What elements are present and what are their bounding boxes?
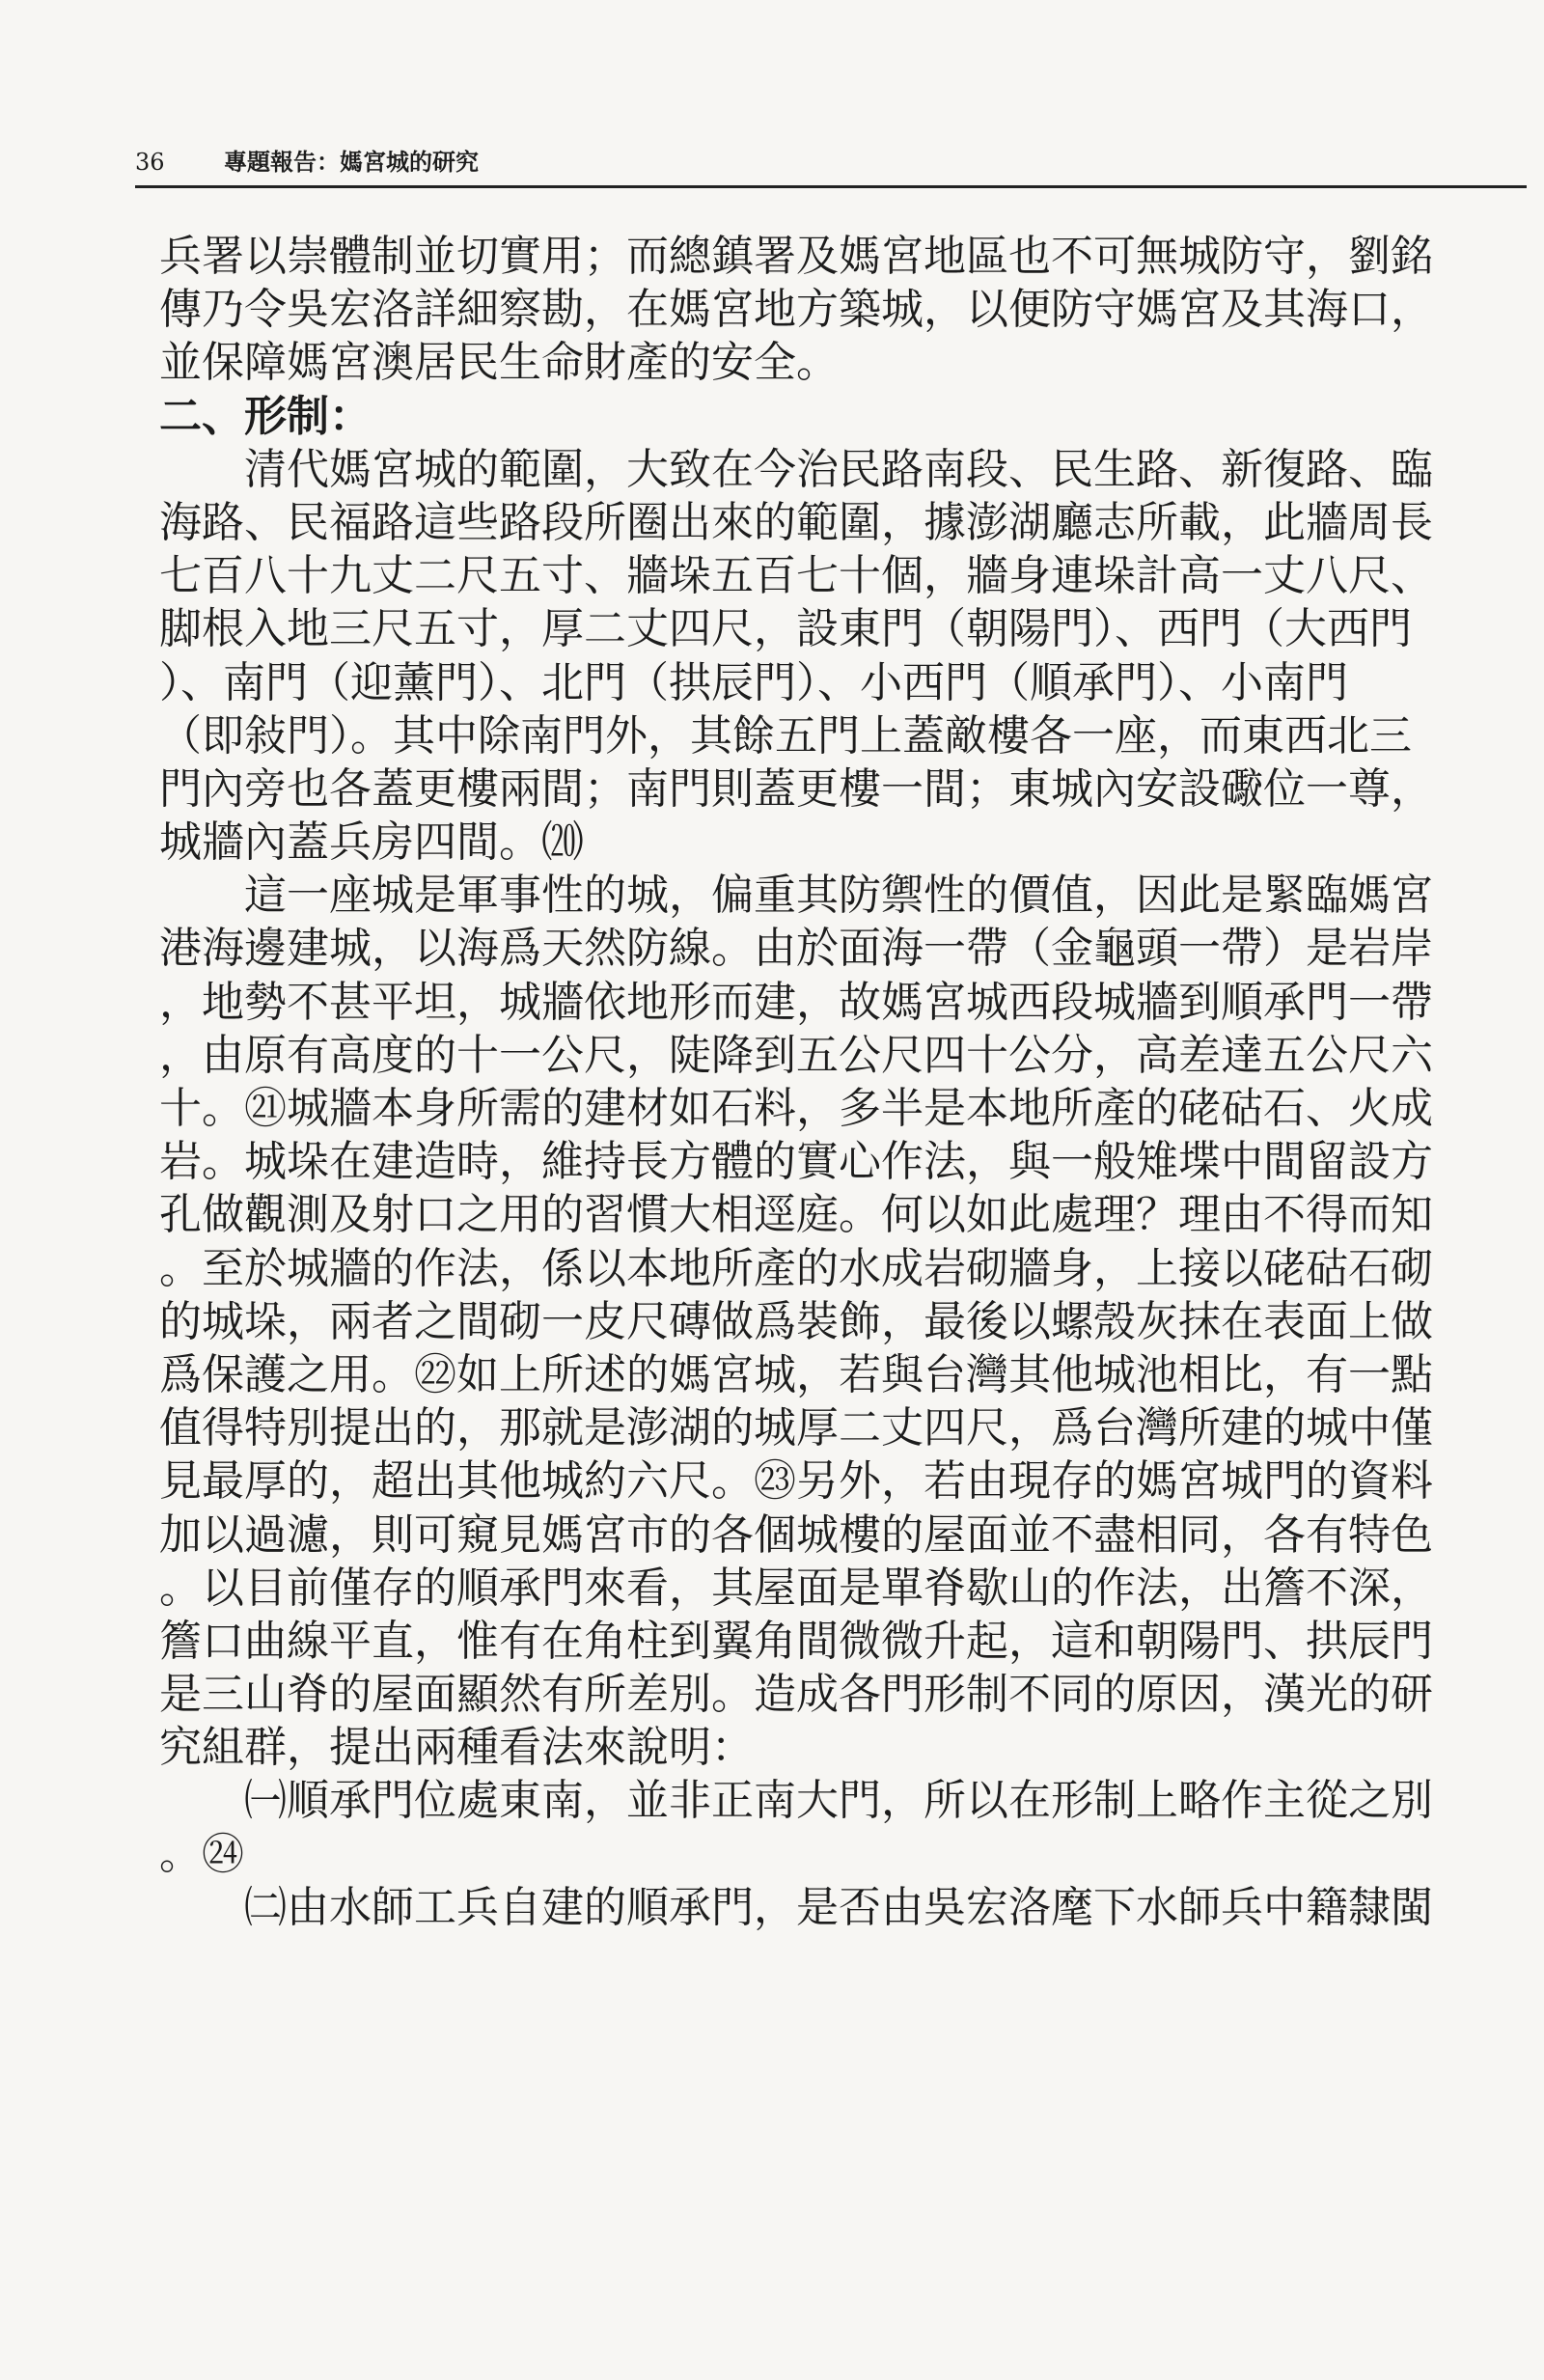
text-line: 簷口曲線平直，惟有在角柱到翼角間微微升起，這和朝陽門、拱辰門	[159, 1616, 1433, 1666]
page-number: 36	[135, 149, 165, 176]
text-line: ㈡由水師工兵自建的順承門，是否由吳宏洛麾下水師兵中籍隸閩	[159, 1882, 1433, 1932]
text-line: 清代媽宮城的範圍，大致在今治民路南段、民生路、新復路、臨	[159, 444, 1433, 494]
body-text	[159, 230, 1520, 1934]
text-line: 。㉔	[159, 1829, 244, 1879]
text-line: 七百八十九丈二尺五寸、牆垛五百七十個，牆身連垛計高一丈八尺、	[159, 551, 1433, 601]
header-rule	[135, 185, 1527, 188]
text-line: 見最厚的，超出其他城約六尺。㉓另外，若由現存的媽宮城門的資料	[159, 1456, 1433, 1507]
text-line: 爲保護之用。㉒如上所述的媽宮城，若與台灣其他城池相比，有一點	[159, 1349, 1433, 1399]
text-line: 港海邊建城，以海爲天然防線。由於面海一帶（金龜頭一帶）是岩岸	[159, 924, 1433, 974]
text-line: 脚根入地三尺五寸，厚二丈四尺，設東門（朝陽門）、西門（大西門	[159, 604, 1412, 654]
text-line: 十。㉑城牆本身所需的建材如石料，多半是本地所產的硓𥑮石、火成	[159, 1084, 1433, 1133]
text-line: 門內旁也各蓋更樓兩間；南門則蓋更樓一間；東城內安設礮位一尊，	[159, 763, 1433, 814]
text-line: 值得特別提出的，那就是澎湖的城厚二丈四尺，爲台灣所建的城中僅	[159, 1403, 1433, 1453]
text-line: 傳乃令吳宏洛詳細察勘，在媽宮地方築城，以便防守媽宮及其海口，	[159, 285, 1433, 335]
text-line: ㈠順承門位處東南，並非正南大門，所以在形制上略作主從之別	[159, 1776, 1433, 1826]
text-line: 城牆內蓋兵房四間。⒇	[159, 817, 584, 868]
text-line: 。以目前僅存的順承門來看，其屋面是單脊歇山的作法，出簷不深，	[159, 1563, 1433, 1613]
text-line: ，由原有高度的十一公尺，陡降到五公尺四十公分，高差達五公尺六	[159, 1030, 1433, 1080]
text-line: （即敍門）。其中除南門外，其餘五門上蓋敵樓各一座，而東西北三	[159, 710, 1412, 761]
page-header	[135, 143, 1527, 181]
section-heading: 二、形制：	[159, 391, 372, 441]
text-line: 是三山脊的屋面顯然有所差別。造成各門形制不同的原因，漢光的研	[159, 1670, 1433, 1720]
text-line: ，地勢不甚平坦，城牆依地形而建，故媽宮城西段城牆到順承門一帶	[159, 977, 1433, 1027]
text-line: 究組群，提出兩種看法來說明：	[159, 1723, 754, 1773]
text-line: 海路、民福路這些路段所圈出來的範圍，據澎湖廳志所載，此牆周長	[159, 497, 1433, 547]
text-line: 的城垛，兩者之間砌一皮尺磚做爲裝飾，最後以螺殼灰抹在表面上做	[159, 1296, 1433, 1346]
text-line: 岩。城垛在建造時，維持長方體的實心作法，與一般雉堞中間留設方	[159, 1137, 1433, 1187]
text-line: 這一座城是軍事性的城，偏重其防禦性的價值，因此是緊臨媽宮	[159, 871, 1433, 921]
text-line: 。至於城牆的作法，係以本地所產的水成岩砌牆身，上接以硓𥑮石砌	[159, 1243, 1433, 1293]
text-line: ）、南門（迎薰門）、北門（拱辰門）、小西門（順承門）、小南門	[159, 657, 1348, 707]
running-title: 專題報告：媽宮城的研究	[224, 148, 479, 176]
text-line: 並保障媽宮澳居民生命財產的安全。	[159, 338, 839, 388]
text-line: 孔做觀測及射口之用的習慣大相逕庭。何以如此處理？理由不得而知	[159, 1190, 1433, 1240]
text-line: 兵署以崇體制並切實用；而總鎮署及媽宮地區也不可無城防守，劉銘	[159, 232, 1433, 281]
text-line: 加以過濾，則可窺見媽宮市的各個城樓的屋面並不盡相同，各有特色	[159, 1509, 1433, 1560]
